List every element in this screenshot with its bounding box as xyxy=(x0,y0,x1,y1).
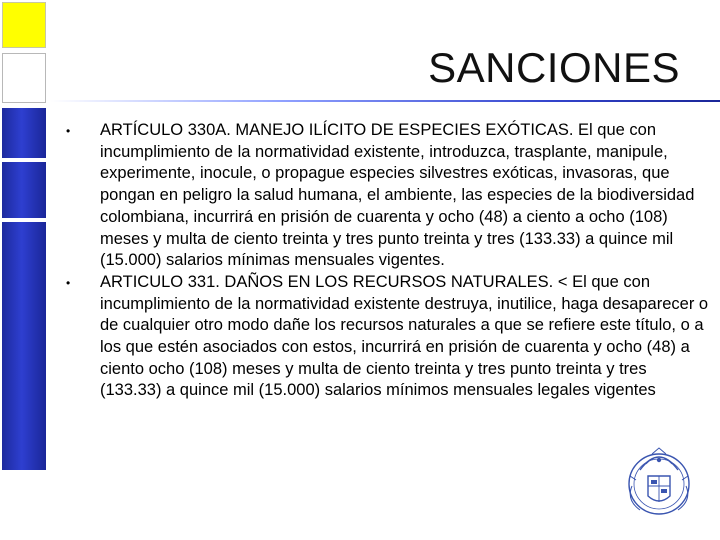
blue-block-top xyxy=(2,108,46,158)
article-331-text: ARTICULO 331. DAÑOS EN LOS RECURSOS NATURALES. < El que con incumplimiento de la normatividad existente destruya, inutilice, haga desaparecer o de cualquier otro modo dañe los recursos naturales a que se refiere este título, o a los que estén asociados con estos, incurrirá en prisión de cuarenta y ocho (48) a ciento ocho (108) meses y multa de ciento treinta y tres punto treinta y tres (133.33) a quince mil (15.000) salarios mínimos mensuales legales vigentes xyxy=(100,272,709,400)
article-330a-text: ARTÍCULO 330A. MANEJO ILÍCITO DE ESPECIES EXÓTICAS. El que con incumplimiento de la normatividad existente, introduzca, trasplante, manipule, experimente, inocule, o propague especies silvestres exóticas, invasoras, que pongan en peligro la salud humana, el ambiente, las especies de la biodiversidad colombiana, incurrirá en prisión de cuarenta y ocho (48) a ciento a ocho (108) meses y multa de ciento treinta y tres punto treinta y tres (133.33) a quince mil (15.000) salarios mínimas mensuales vigentes. xyxy=(100,121,695,270)
blue-block-middle xyxy=(2,162,46,218)
bullet-icon: • xyxy=(66,124,71,138)
blue-block-long xyxy=(2,222,46,470)
yellow-block xyxy=(2,2,46,48)
bullet-icon: • xyxy=(66,275,71,290)
list-item xyxy=(60,272,710,402)
title-underline xyxy=(50,100,720,102)
slide-title: SANCIONES xyxy=(428,44,680,91)
university-seal-icon xyxy=(618,440,700,522)
list-item xyxy=(60,120,710,272)
left-decorative-bar xyxy=(0,0,50,540)
bullet-list xyxy=(60,120,710,402)
white-block xyxy=(2,53,46,103)
